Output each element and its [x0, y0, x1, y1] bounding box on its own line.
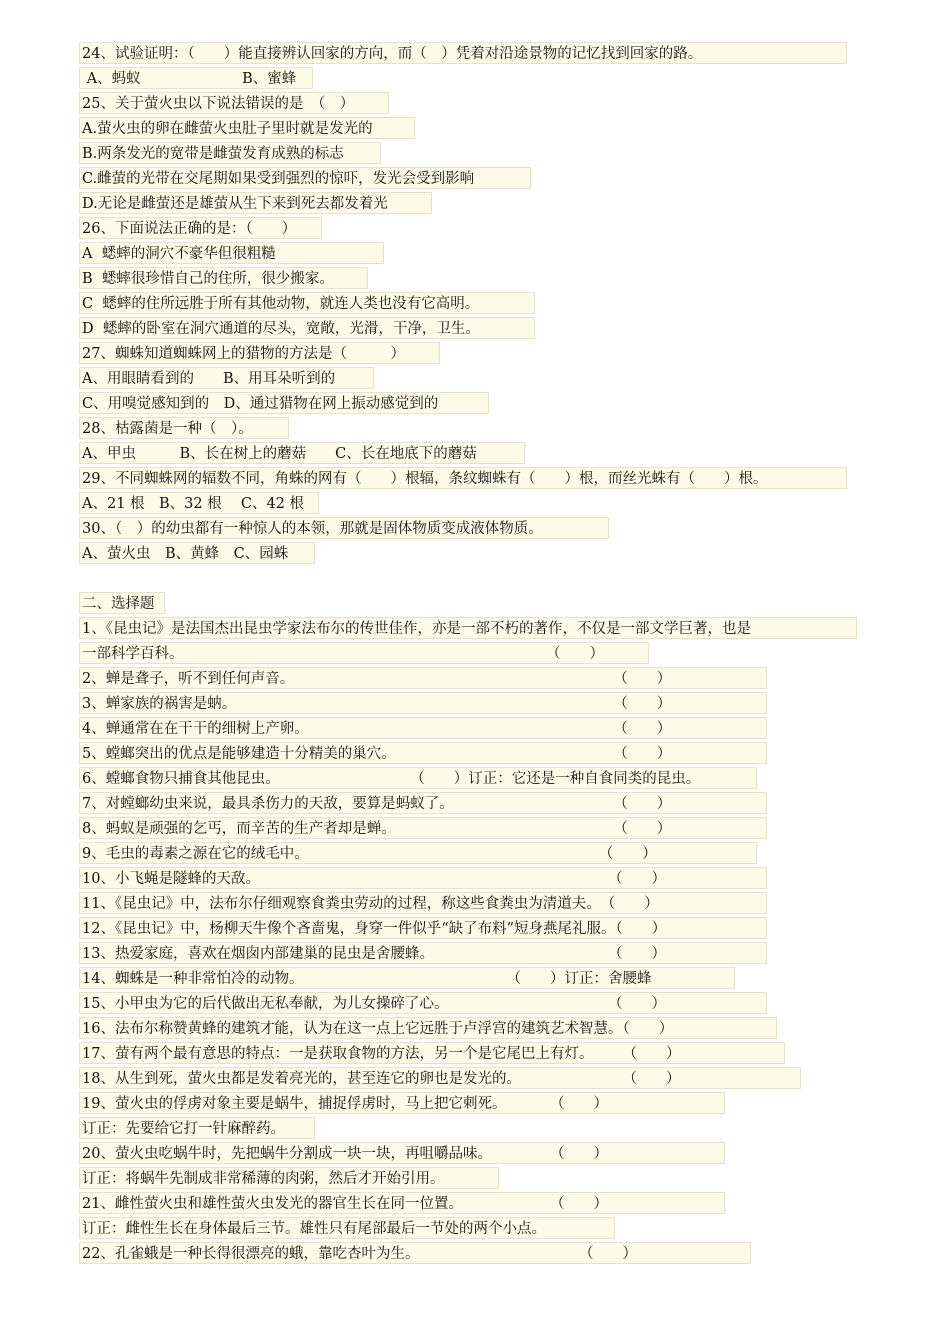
s19-correction: 订正：先要给它打一针麻醉药。: [79, 1117, 315, 1139]
s17: 17、萤有两个最有意思的特点：一是获取食物的方法，另一个是它尾巴上有灯。 （ ）: [79, 1042, 785, 1064]
s18: 18、从生到死，萤火虫都是发着亮光的，甚至连它的卵也是发光的。 （ ）: [79, 1067, 801, 1089]
q24-options: A、蚂蚁 B、蜜蜂: [79, 67, 313, 89]
q25-stem: 25、关于萤火虫以下说法错误的是 （ ）: [79, 92, 389, 114]
s21-correction: 订正：雌性生长在身体最后三节。雄性只有尾部最后一节处的两个小点。: [79, 1217, 615, 1239]
q27-options-cd: C、用嗅觉感知到的 D、通过猎物在网上振动感觉到的: [79, 392, 489, 414]
q26-option-d: D 蟋蟀的卧室在洞穴通道的尽头，宽敞，光滑，干净，卫生。: [79, 317, 535, 339]
s9: 9、毛虫的毒素之源在它的绒毛中。 （ ）: [79, 842, 757, 864]
s1-line1: 1、《昆虫记》是法国杰出昆虫学家法布尔的传世佳作，亦是一部不朽的著作，不仅是一部文学巨著，也是: [79, 617, 857, 639]
q27-stem: 27、蜘蛛知道蜘蛛网上的猎物的方法是（ ）: [79, 342, 440, 364]
s20: 20、萤火虫吃蜗牛时，先把蜗牛分割成一块一块，再咀嚼品味。 （ ）: [79, 1142, 725, 1164]
s19: 19、萤火虫的俘虏对象主要是蜗牛，捕捉俘虏时，马上把它刺死。 （ ）: [79, 1092, 725, 1114]
section-title: 二、选择题: [79, 592, 165, 614]
s3: 3、蝉家族的祸害是蚋。 （ ）: [79, 692, 767, 714]
q25-option-d: D.无论是雌萤还是雄萤从生下来到死去都发着光: [79, 192, 432, 214]
s12: 12、《昆虫记》中，杨柳天牛像个吝啬鬼，身穿一件似乎“缺了布料”短身燕尾礼服。（ ）: [79, 917, 767, 939]
s11: 11、《昆虫记》中，法布尔仔细观察食粪虫劳动的过程，称这些食粪虫为清道夫。 （ ）: [79, 892, 767, 914]
q30-options: A、萤火虫 B、黄蜂 C、园蛛: [79, 542, 315, 564]
s5: 5、螳螂突出的优点是能够建造十分精美的巢穴。 （ ）: [79, 742, 767, 764]
s6: 6、螳螂食物只捕食其他昆虫。 （ ）订正：它还是一种自食同类的昆虫。: [79, 767, 757, 789]
s1-line2: 一部科学百科。 （ ）: [79, 642, 649, 664]
s15: 15、小甲虫为它的后代做出无私奉献，为儿女操碎了心。 （ ）: [79, 992, 767, 1014]
q29-stem: 29、不同蜘蛛网的辐数不同，角蛛的网有（ ）根辐，条纹蜘蛛有（ ）根，而丝光蛛有（ ）根。: [79, 467, 847, 489]
q24-stem: 24、试验证明：（ ）能直接辨认回家的方向，而（ ）凭着对沿途景物的记忆找到回家的路。: [79, 42, 847, 64]
s2: 2、蝉是聋子，听不到任何声音。 （ ）: [79, 667, 767, 689]
q30-stem: 30、（ ）的幼虫都有一种惊人的本领，那就是固体物质变成液体物质。: [79, 517, 609, 539]
q26-stem: 26、下面说法正确的是：（ ）: [79, 217, 322, 239]
q28-stem: 28、枯露菌是一种（ ）。: [79, 417, 289, 439]
s16: 16、法布尔称赞黄蜂的建筑才能，认为在这一点上它远胜于卢浮宫的建筑艺术智慧。（ ）: [79, 1017, 777, 1039]
q25-option-b: B.两条发光的宽带是雌萤发育成熟的标志: [79, 142, 381, 164]
s21: 21、雌性萤火虫和雄性萤火虫发光的器官生长在同一位置。 （ ）: [79, 1192, 725, 1214]
s22: 22、孔雀蛾是一种长得很漂亮的蛾，靠吃杏叶为生。 （ ）: [79, 1242, 751, 1264]
q28-options: A、甲虫 B、长在树上的蘑菇 C、长在地底下的蘑菇: [79, 442, 525, 464]
s4: 4、蝉通常在在干干的细树上产卵。 （ ）: [79, 717, 767, 739]
s14: 14、蜘蛛是一种非常怕冷的动物。 （ ）订正：舍腰蜂: [79, 967, 735, 989]
q25-option-a: A.萤火虫的卵在雌萤火虫肚子里时就是发光的: [79, 117, 415, 139]
s20-correction: 订正：将蜗牛先制成非常稀薄的肉粥，然后才开始引用。: [79, 1167, 499, 1189]
q26-option-a: A 蟋蟀的洞穴不豪华但很粗糙: [79, 242, 384, 264]
q26-option-c: C 蟋蟀的住所远胜于所有其他动物，就连人类也没有它高明。: [79, 292, 535, 314]
q27-options-ab: A、用眼睛看到的 B、用耳朵听到的: [79, 367, 374, 389]
q25-option-c: C.雌萤的光带在交尾期如果受到强烈的惊吓，发光会受到影响: [79, 167, 531, 189]
s7: 7、对螳螂幼虫来说，最具杀伤力的天敌，要算是蚂蚁了。 （ ）: [79, 792, 767, 814]
q29-options: A、21 根 B、32 根 C、42 根: [79, 492, 319, 514]
s10: 10、小飞蝇是隧蜂的天敌。 （ ）: [79, 867, 767, 889]
s13: 13、热爱家庭，喜欢在烟囱内部建巢的昆虫是舍腰蜂。 （ ）: [79, 942, 767, 964]
s8: 8、蚂蚁是顽强的乞丐，而辛苦的生产者却是蝉。 （ ）: [79, 817, 767, 839]
q26-option-b: B 蟋蟀很珍惜自己的住所，很少搬家。: [79, 267, 368, 289]
